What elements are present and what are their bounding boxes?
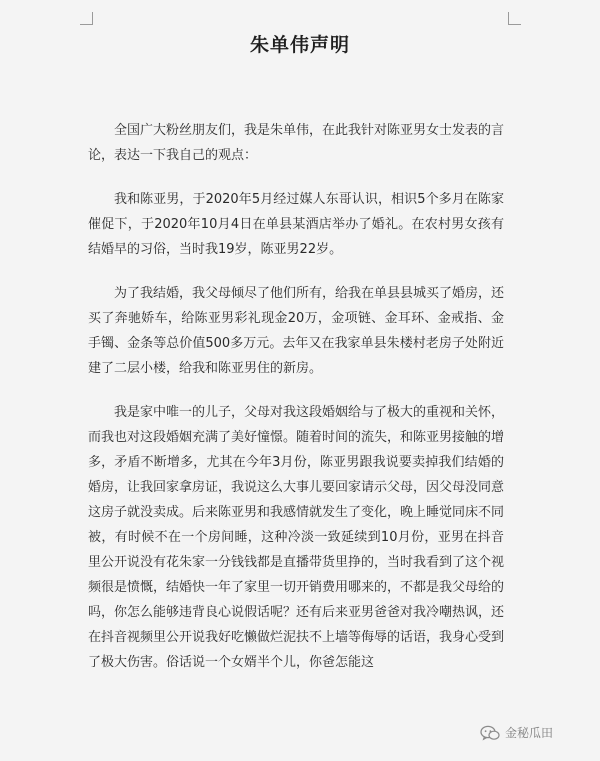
page-corner-mark <box>508 12 521 25</box>
wechat-icon <box>480 725 500 741</box>
source-watermark <box>480 724 553 741</box>
page-title: 朱单伟声明 <box>249 34 350 56</box>
paragraph: 我是家中唯一的儿子，父母对我这段婚姻给与了极大的重视和关怀，而我也对这段婚姻充满了美好憧憬。随着时间的流失，和陈亚男接触的增多，矛盾不断增多，尤其在今年3月份，陈亚男跟我说要卖掉我们结婚的婚房，让我回家拿房证，我说这么大事儿要回家请示父母，因父母没同意这房子就没卖成。后来陈亚男和我感情就发生了变化，晚上睡觉同床不同被，有时候不在一个房间睡，这种冷淡一致延续到10月份，亚男在抖音里公开说没有花朱家一分钱钱都是直播带货里挣的，当时我看到了这个视频很是愤慨，结婚快一年了家里一切开销费用哪来的，不都是我父母给的吗，你怎么能够违背良心说假话呢？还有后来亚男爸爸对我冷嘲热讽，还在抖音视频里公开说我好吃懒做烂泥扶不上墙等侮辱的话语，我身心受到了极大伤害。俗话说一个女婿半个儿，你爸怎能这 <box>88 405 505 670</box>
statement-body <box>88 118 504 675</box>
paragraph: 全国广大粉丝朋友们，我是朱单伟，在此我针对陈亚男女士发表的言论，表达一下我自己的观点： <box>88 123 505 163</box>
watermark-text: 金秘瓜田 <box>505 726 554 740</box>
page-corner-mark <box>80 12 93 25</box>
paragraph: 我和陈亚男，于2020年5月经过媒人东哥认识，相识5个多月在陈家催促下，于2020年10月4日在单县某酒店举办了婚礼。在农村男女孩有结婚早的习俗，当时我19岁，陈亚男22岁。 <box>88 192 504 257</box>
paragraph: 为了我结婚，我父母倾尽了他们所有，给我在单县县城买了婚房，还买了奔驰娇车，给陈亚男彩礼现金20万，金项链、金耳环、金戒指、金手镯、金条等总价值500多万元。去年又在我家单县朱楼村老房子处附近建了二层小楼，给我和陈亚男住的新房。 <box>88 286 505 376</box>
